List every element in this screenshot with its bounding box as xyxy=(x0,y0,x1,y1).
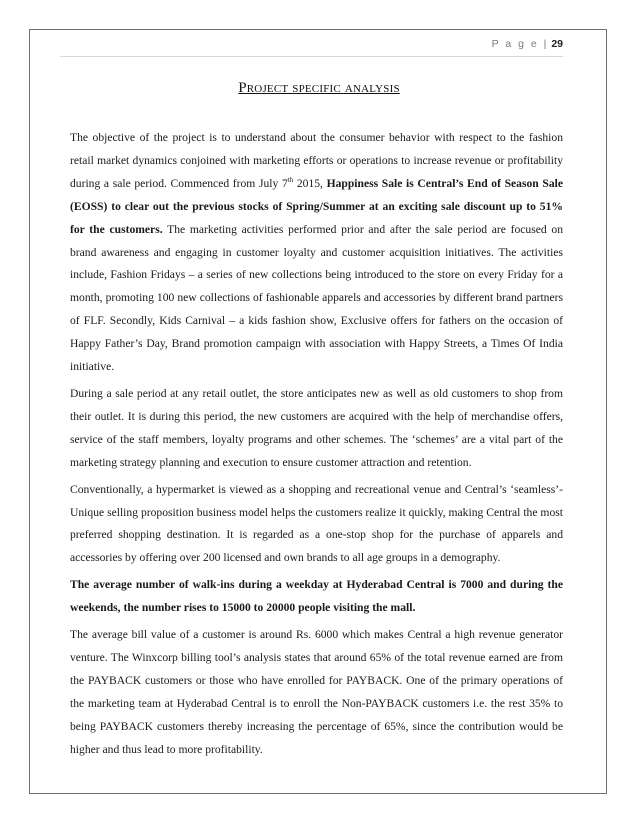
page-label: P a g e xyxy=(491,38,539,50)
paragraph-text: The objective of the project is to understand about the consumer behavior with respect to the fashion retail market dynamics conjoined with marketing efforts or operations to increase revenue or profitability during a sale period. Commenced from July 7 xyxy=(70,131,563,190)
page-header xyxy=(60,38,563,57)
paragraph-hypermarket: Conventionally, a hypermarket is viewed as a shopping and recreational venue and Central’s ‘seamless’-Unique selling proposition business model helps the customers realize it quickly, making Central the most preferred shopping destination. It is regarded as a one-stop shop for the purchase of apparels and accessories by offering over 200 licensed and own brands to all age groups in a demography. xyxy=(70,482,563,565)
superscript-text: th xyxy=(287,175,294,184)
bold-text: The average number of walk-ins during a weekday at Hyderabad Central is 7000 and during the weekends, the number rises to 15000 to 20000 people visiting the mall. xyxy=(70,578,563,615)
bold-text: Happiness Sale is Central’s End of Season Sale (EOSS) to clear out the previous stocks of Spring/Summer at an exciting sale discount up to 51% for the customers. xyxy=(70,176,563,236)
paragraph-objective xyxy=(70,127,563,379)
page-number: 29 xyxy=(551,38,563,50)
paragraph-sale-period: During a sale period at any retail outlet, the store anticipates new as well as old customers to shop from their outlet. It is during this period, the new customers are acquired with the help of merchandise offers, service of the staff members, loyalty programs and other schemes. The ‘schemes’ are a vital part of the marketing strategy planning and execution to ensure customer attraction and retention. xyxy=(70,386,563,469)
paragraph-bill-value: The average bill value of a customer is around Rs. 6000 which makes Central a high revenue generator venture. The Winxcorp billing tool’s analysis states that around 65% of the total revenue earned are from the PAYBACK customers or those who have enrolled for PAYBACK. One of the primary operations of the marketing team at Hyderabad Central is to enroll the Non-PAYBACK customers i.e. the rest 35% to being PAYBACK customers thereby increasing the percentage of 65%, since the contribution would be higher and thus lead to more profitability. xyxy=(70,628,563,756)
page-separator: | xyxy=(543,38,547,50)
paragraph-text: 2015, xyxy=(293,176,327,190)
paragraph-walk-ins xyxy=(70,574,563,620)
section-title: Project specific analysis xyxy=(238,80,400,96)
document-body xyxy=(70,127,563,765)
paragraph-text: The marketing activities performed prior and after the sale period are focused on brand awareness and engaging in customer loyalty and customer acquisition initiatives. The activities include, Fashion Fridays – a series of new collections being introduced to the store on every Friday for a month, promoting 100 new collections of fashionable apparels and accessories by different brand partners of FLF. Secondly, Kids Carnival – a kids fashion show, Exclusive offers for fathers on the occasion of Happy Father’s Day, Brand promotion campaign with association with Happy Streets, a Times Of India initiative. xyxy=(70,222,563,374)
